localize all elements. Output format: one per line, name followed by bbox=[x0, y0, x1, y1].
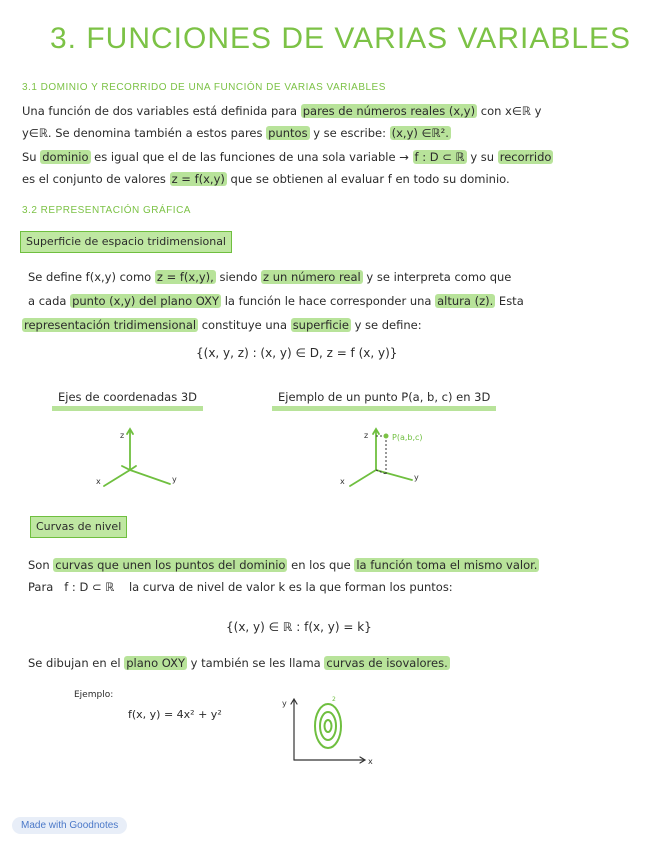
axis-x-label: x bbox=[368, 757, 373, 766]
highlight: pares de números reales (x,y) bbox=[302, 104, 476, 118]
text: Se dibujan en el bbox=[28, 656, 121, 670]
text: constituye una bbox=[201, 318, 288, 332]
goodnotes-badge[interactable]: Made with Goodnotes bbox=[12, 817, 127, 834]
highlight: curvas de isovalores. bbox=[326, 656, 448, 670]
x-axis bbox=[350, 470, 376, 486]
point-p bbox=[384, 434, 389, 439]
curvas-line-1 bbox=[28, 554, 539, 576]
surface-set-formula: {(x, y, z) : (x, y) ∈ D, z = f (x, y)} bbox=[196, 346, 398, 360]
y-axis bbox=[130, 470, 170, 484]
level-set-formula: {(x, y) ∈ ℝ : f(x, y) = k} bbox=[226, 620, 372, 634]
axis-x-label: x bbox=[340, 477, 345, 486]
level-curves-diagram bbox=[280, 690, 380, 770]
level-curve-inner bbox=[325, 720, 332, 732]
text: y se interpreta como que bbox=[366, 270, 512, 284]
highlight: f : D ⊂ ℝ bbox=[414, 150, 465, 164]
level-curve-middle bbox=[320, 712, 336, 740]
example-formula: f(x, y) = 4x² + y² bbox=[128, 708, 222, 721]
text: Su bbox=[22, 150, 37, 164]
text: en los que bbox=[291, 558, 351, 572]
text: es igual que el de las funciones de una sola variable → bbox=[94, 150, 409, 164]
axis-y-label: y bbox=[172, 475, 177, 484]
highlight: representación tridimensional bbox=[24, 318, 197, 332]
highlight: z = f(x,y) bbox=[171, 172, 225, 186]
highlight: z un número real bbox=[263, 270, 361, 284]
point-3d-diagram bbox=[332, 422, 462, 497]
highlight: punto (x,y) del plano OXY bbox=[72, 294, 220, 308]
axis-y-label: y bbox=[282, 699, 287, 708]
y-axis bbox=[376, 470, 412, 480]
text: y∈ℝ. Se denomina también a estos pares bbox=[22, 126, 263, 140]
label-axes-3d: Ejes de coordenadas 3D bbox=[52, 390, 203, 411]
axis-y-label: y bbox=[414, 473, 419, 482]
highlight: dominio bbox=[42, 150, 89, 164]
text: con x∈ℝ y bbox=[480, 104, 542, 118]
neg-axis-b bbox=[122, 466, 130, 470]
text: que se obtienen al evaluar f en todo su dominio. bbox=[230, 172, 510, 186]
text: y se escribe: bbox=[313, 126, 386, 140]
text: Esta bbox=[498, 294, 524, 308]
axis-z-label: z bbox=[364, 431, 369, 440]
highlight: altura (z). bbox=[437, 294, 494, 308]
highlight: la función toma el mismo valor. bbox=[356, 558, 538, 572]
highlight: curvas que unen los puntos del dominio bbox=[55, 558, 286, 572]
s2-line-1 bbox=[28, 266, 511, 288]
subsection-box-curvas: Curvas de nivel bbox=[30, 516, 127, 538]
text: siendo bbox=[219, 270, 258, 284]
s1-line-4 bbox=[22, 168, 510, 190]
s2-line-3 bbox=[22, 314, 422, 336]
text: y también se les llama bbox=[190, 656, 321, 670]
text: es el conjunto de valores bbox=[22, 172, 166, 186]
text: y se define: bbox=[354, 318, 422, 332]
subsection-box-superficie: Superficie de espacio tridimensional bbox=[20, 231, 232, 253]
text: a cada bbox=[28, 294, 67, 308]
s1-line-1 bbox=[22, 100, 541, 122]
text: Son bbox=[28, 558, 50, 572]
section-2-heading: 3.2 REPRESENTACIÓN GRÁFICA bbox=[22, 205, 191, 216]
text: Una función de dos variables está definida para bbox=[22, 104, 298, 118]
highlight: z = f(x,y), bbox=[156, 270, 214, 284]
axis-z-label: z bbox=[120, 431, 125, 440]
s2-line-2 bbox=[28, 290, 524, 312]
curvas-line-3 bbox=[28, 652, 450, 674]
axis-x-label: x bbox=[96, 477, 101, 486]
level-curve-outer bbox=[315, 704, 341, 748]
highlight: plano OXY bbox=[126, 656, 185, 670]
x-axis bbox=[104, 470, 130, 486]
section-1-heading: 3.1 DOMINIO Y RECORRIDO DE UNA FUNCIÓN DE VARIAS VARIABLES bbox=[22, 82, 386, 93]
highlight: superficie bbox=[292, 318, 349, 332]
point-p-label: P(a,b,c) bbox=[392, 433, 423, 442]
curvas-line-2: Para f : D ⊂ ℝ la curva de nivel de valor k es la que forman los puntos: bbox=[28, 580, 453, 594]
example-label: Ejemplo: bbox=[74, 690, 114, 700]
highlight: recorrido bbox=[499, 150, 552, 164]
page-title: 3. FUNCIONES DE VARIAS VARIABLES bbox=[50, 22, 632, 55]
s1-line-3 bbox=[22, 146, 553, 168]
level-value-label: 2 bbox=[332, 696, 336, 703]
highlight: (x,y) ∈ℝ². bbox=[391, 126, 449, 140]
text: y su bbox=[470, 150, 495, 164]
text: Se define f(x,y) como bbox=[28, 270, 152, 284]
highlight: puntos bbox=[268, 126, 308, 140]
text: la función le hace corresponder una bbox=[224, 294, 432, 308]
axes-3d-diagram bbox=[88, 422, 198, 497]
label-point-3d: Ejemplo de un punto P(a, b, c) en 3D bbox=[272, 390, 496, 411]
s1-line-2 bbox=[22, 122, 451, 144]
